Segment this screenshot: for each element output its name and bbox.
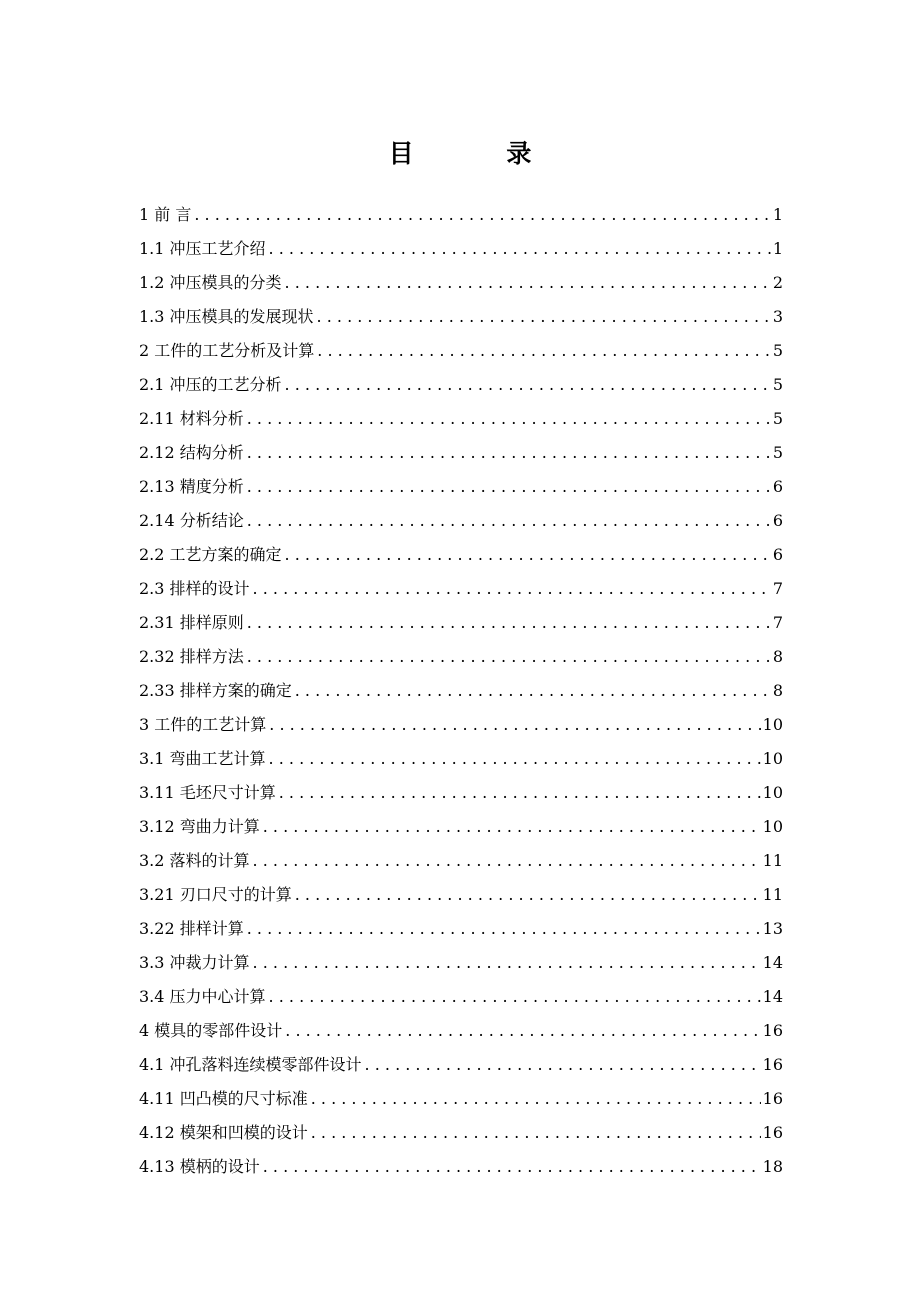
toc-entry-label: 4.11 凹凸模的尺寸标准	[139, 1089, 308, 1108]
toc-entry[interactable]	[139, 470, 783, 504]
toc-dot-leader	[269, 708, 760, 742]
toc-entry-label: 3.2 落料的计算	[139, 851, 250, 870]
toc-entry-page-number: 13	[762, 919, 783, 938]
toc-entry-page-number: 5	[772, 375, 783, 394]
toc-entry[interactable]	[139, 368, 783, 402]
toc-entry[interactable]	[139, 572, 783, 606]
toc-entry-page-number: 14	[762, 987, 783, 1006]
toc-dot-leader	[317, 300, 771, 334]
toc-entry-label: 2.31 排样原则	[139, 613, 244, 632]
toc-entry-page-number: 5	[772, 443, 783, 462]
toc-dot-leader	[247, 504, 771, 538]
toc-dot-leader	[311, 1082, 761, 1116]
toc-entry-label: 4 模具的零部件设计	[139, 1021, 283, 1040]
toc-entry-label: 2.1 冲压的工艺分析	[139, 375, 282, 394]
table-of-contents	[139, 198, 783, 1184]
toc-dot-leader	[263, 810, 761, 844]
toc-entry[interactable]	[139, 742, 783, 776]
toc-entry[interactable]	[139, 912, 783, 946]
toc-entry-label: 1.1 冲压工艺介绍	[139, 239, 266, 258]
toc-entry-page-number: 16	[762, 1123, 783, 1142]
toc-entry[interactable]	[139, 946, 783, 980]
toc-entry[interactable]	[139, 708, 783, 742]
toc-dot-leader	[365, 1048, 761, 1082]
toc-entry-label: 1.3 冲压模具的发展现状	[139, 307, 314, 326]
toc-entry-page-number: 6	[772, 545, 783, 564]
toc-entry[interactable]	[139, 198, 783, 232]
toc-entry-page-number: 5	[772, 409, 783, 428]
toc-dot-leader	[247, 640, 771, 674]
toc-entry-page-number: 16	[762, 1021, 783, 1040]
toc-title: 目 录	[388, 139, 574, 168]
toc-entry-page-number: 2	[772, 273, 783, 292]
toc-entry-label: 2.32 排样方法	[139, 647, 244, 666]
toc-entry-page-number: 10	[762, 749, 783, 768]
toc-entry[interactable]	[139, 1150, 783, 1184]
toc-entry-label: 3.21 刃口尺寸的计算	[139, 885, 292, 904]
toc-dot-leader	[311, 1116, 761, 1150]
toc-entry[interactable]	[139, 402, 783, 436]
toc-entry-label: 2.2 工艺方案的确定	[139, 545, 282, 564]
toc-entry-label: 3.3 冲裁力计算	[139, 953, 250, 972]
toc-entry-label: 3.1 弯曲工艺计算	[139, 749, 266, 768]
toc-entry-page-number: 16	[762, 1055, 783, 1074]
toc-dot-leader	[285, 266, 771, 300]
toc-entry-page-number: 3	[772, 307, 783, 326]
toc-dot-leader	[295, 674, 771, 708]
toc-dot-leader	[285, 538, 771, 572]
toc-entry-page-number: 1	[772, 205, 783, 224]
toc-dot-leader	[285, 368, 771, 402]
toc-entry-label: 2.11 材料分析	[139, 409, 244, 428]
toc-dot-leader	[253, 572, 771, 606]
toc-dot-leader	[247, 436, 771, 470]
toc-entry-label: 1 前 言	[139, 205, 192, 224]
toc-entry-page-number: 7	[772, 613, 783, 632]
toc-entry-label: 3 工件的工艺计算	[139, 715, 267, 734]
toc-entry[interactable]	[139, 640, 783, 674]
toc-entry-label: 2.12 结构分析	[139, 443, 244, 462]
toc-entry-label: 4.12 模架和凹模的设计	[139, 1123, 308, 1142]
toc-entry-page-number: 7	[772, 579, 783, 598]
toc-dot-leader	[247, 606, 771, 640]
toc-entry-page-number: 10	[762, 817, 783, 836]
toc-dot-leader	[247, 402, 771, 436]
toc-entry-label: 2.33 排样方案的确定	[139, 681, 292, 700]
toc-dot-leader	[269, 232, 771, 266]
toc-entry[interactable]	[139, 232, 783, 266]
toc-entry-label: 3.12 弯曲力计算	[139, 817, 260, 836]
toc-dot-leader	[279, 776, 761, 810]
toc-dot-leader	[263, 1150, 761, 1184]
toc-entry[interactable]	[139, 606, 783, 640]
toc-dot-leader	[194, 198, 770, 232]
toc-dot-leader	[247, 470, 771, 504]
toc-entry-label: 2.13 精度分析	[139, 477, 244, 496]
toc-entry-page-number: 14	[762, 953, 783, 972]
toc-entry-page-number: 10	[762, 783, 783, 802]
toc-entry[interactable]	[139, 334, 783, 368]
toc-entry-label: 3.22 排样计算	[139, 919, 244, 938]
toc-entry[interactable]	[139, 980, 783, 1014]
toc-dot-leader	[253, 844, 761, 878]
toc-entry[interactable]	[139, 1048, 783, 1082]
toc-dot-leader	[317, 334, 771, 368]
toc-entry[interactable]	[139, 844, 783, 878]
toc-entry-label: 3.11 毛坯尺寸计算	[139, 783, 276, 802]
toc-entry[interactable]	[139, 878, 783, 912]
toc-entry[interactable]	[139, 1082, 783, 1116]
toc-dot-leader	[295, 878, 761, 912]
toc-entry-page-number: 5	[772, 341, 783, 360]
toc-entry-page-number: 11	[762, 851, 783, 870]
toc-entry-page-number: 8	[772, 681, 783, 700]
toc-entry-page-number: 1	[772, 239, 783, 258]
toc-entry[interactable]	[139, 538, 783, 572]
toc-entry[interactable]	[139, 674, 783, 708]
toc-entry[interactable]	[139, 1116, 783, 1150]
toc-dot-leader	[269, 742, 761, 776]
toc-entry[interactable]	[139, 300, 783, 334]
toc-entry-page-number: 18	[762, 1157, 783, 1176]
toc-entry-page-number: 10	[762, 715, 783, 734]
toc-entry[interactable]	[139, 1014, 783, 1048]
toc-entry-page-number: 6	[772, 477, 783, 496]
toc-entry[interactable]	[139, 266, 783, 300]
toc-entry[interactable]	[139, 436, 783, 470]
toc-entry-label: 4.13 模柄的设计	[139, 1157, 260, 1176]
toc-entry-label: 1.2 冲压模具的分类	[139, 273, 282, 292]
toc-entry-label: 4.1 冲孔落料连续模零部件设计	[139, 1055, 362, 1074]
toc-entry[interactable]	[139, 504, 783, 538]
toc-entry-page-number: 6	[772, 511, 783, 530]
toc-entry[interactable]	[139, 810, 783, 844]
toc-dot-leader	[269, 980, 761, 1014]
toc-dot-leader	[247, 912, 761, 946]
toc-entry-label: 2 工件的工艺分析及计算	[139, 341, 315, 360]
toc-entry[interactable]	[139, 776, 783, 810]
toc-entry-label: 2.14 分析结论	[139, 511, 244, 530]
toc-entry-label: 3.4 压力中心计算	[139, 987, 266, 1006]
toc-entry-page-number: 11	[762, 885, 783, 904]
toc-entry-label: 2.3 排样的设计	[139, 579, 250, 598]
toc-entry-page-number: 8	[772, 647, 783, 666]
toc-entry-page-number: 16	[762, 1089, 783, 1108]
toc-dot-leader	[285, 1014, 760, 1048]
toc-dot-leader	[253, 946, 761, 980]
